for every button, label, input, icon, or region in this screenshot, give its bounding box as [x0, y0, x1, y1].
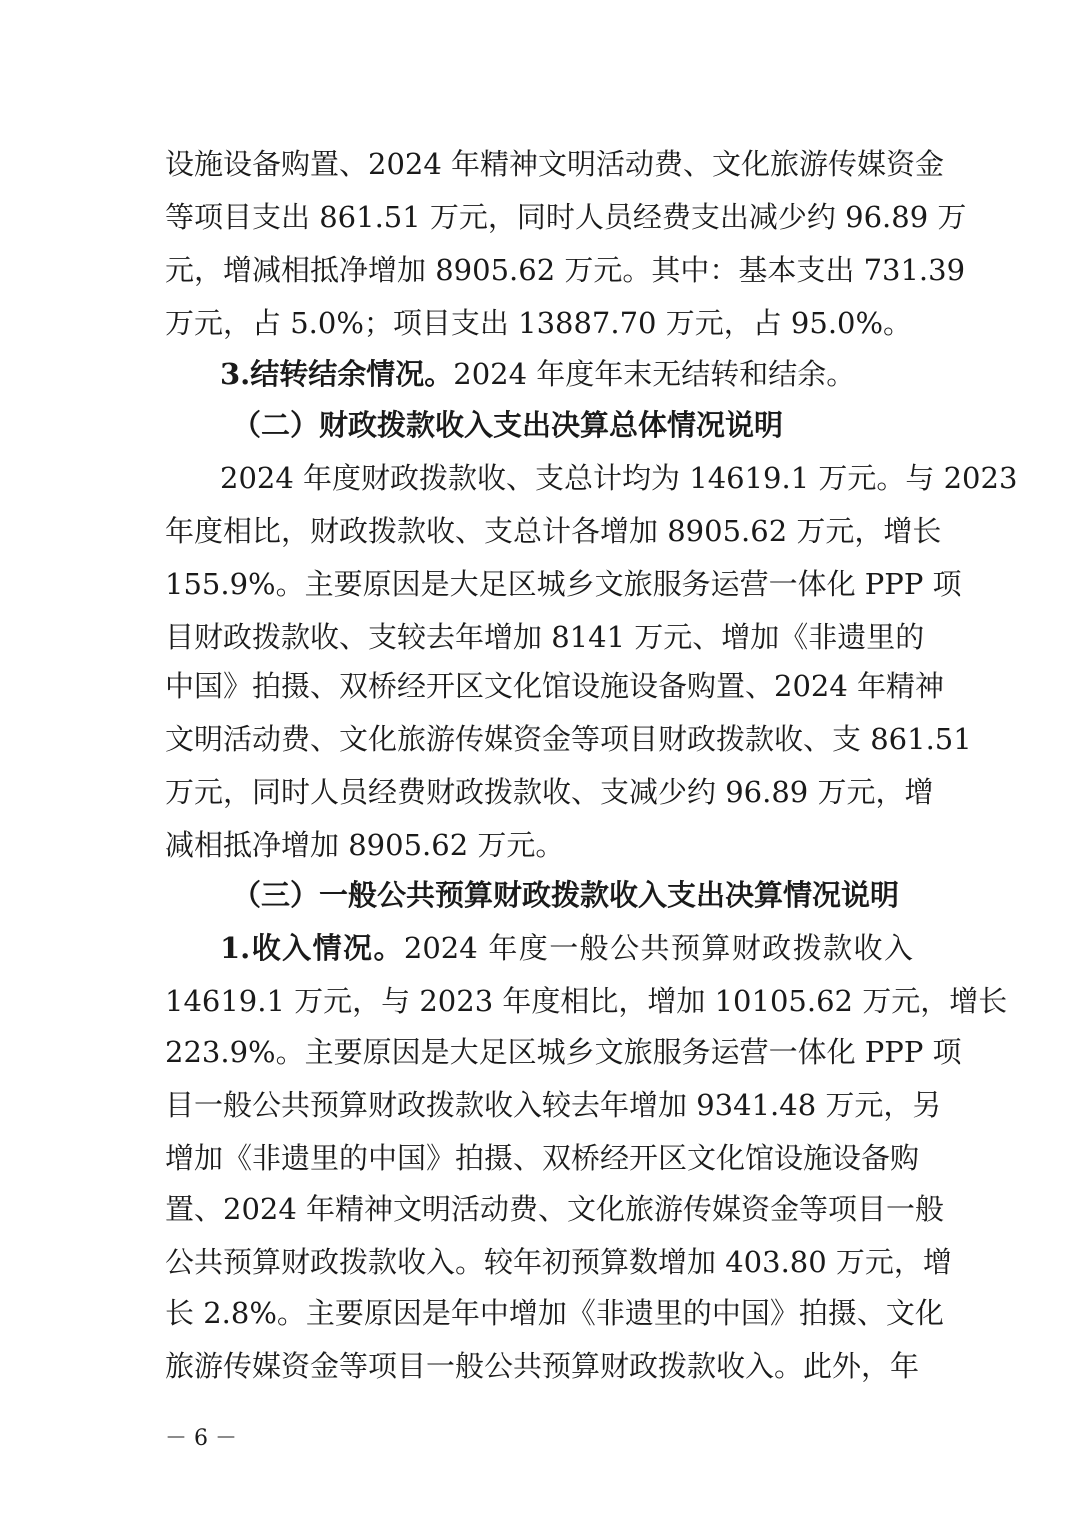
- paragraph-line: 旅游传媒资金等项目一般公共预算财政拨款收入。此外，年: [165, 1349, 920, 1383]
- paragraph-line: 万元，占 5.0%；项目支出 13887.70 万元，占 95.0%。: [165, 306, 913, 340]
- page-number: － 6 －: [165, 1426, 237, 1451]
- paragraph-line: 目财政拨款收、支较去年增加 8141 万元、增加《非遗里的: [165, 620, 925, 654]
- paragraph-line: 元，增减相抵净增加 8905.62 万元。其中：基本支出 731.39: [165, 253, 966, 287]
- section-heading-2: （二）财政拨款收入支出决算总体情况说明: [232, 408, 784, 442]
- paragraph-line: 中国》拍摄、双桥经开区文化馆设施设备购置、2024 年精神: [165, 669, 945, 703]
- paragraph-line: 设施设备购置、2024 年精神文明活动费、文化旅游传媒资金: [165, 147, 945, 181]
- paragraph-line: 155.9%。主要原因是大足区城乡文旅服务运营一体化 PPP 项: [165, 567, 962, 601]
- paragraph-line: 万元，同时人员经费财政拨款收、支减少约 96.89 万元，增: [165, 775, 934, 809]
- item-3-text: 2024 年度年末无结转和结余。: [453, 357, 856, 391]
- item-3-label: 3.结转结余情况。: [220, 357, 454, 391]
- item-3-paragraph: [220, 354, 913, 394]
- item-1-text: 2024 年度一般公共预算财政拨款收入: [403, 931, 913, 965]
- paragraph-line: 增加《非遗里的中国》拍摄、双桥经开区文化馆设施设备购: [165, 1141, 920, 1175]
- paragraph-line: 减相抵净增加 8905.62 万元。: [165, 828, 565, 862]
- paragraph-line: 2024 年度财政拨款收、支总计均为 14619.1 万元。与 2023: [220, 461, 1018, 495]
- paragraph-line: 年度相比，财政拨款收、支总计各增加 8905.62 万元，增长: [165, 514, 942, 548]
- paragraph-line: 14619.1 万元，与 2023 年度相比，增加 10105.62 万元，增长: [165, 984, 1008, 1018]
- section-heading-3: （三）一般公共预算财政拨款收入支出决算情况说明: [232, 878, 900, 912]
- paragraph-line: 目一般公共预算财政拨款收入较去年增加 9341.48 万元，另: [165, 1088, 942, 1122]
- item-1-label: 1.收入情况。: [220, 931, 404, 965]
- paragraph-line: 等项目支出 861.51 万元，同时人员经费支出减少约 96.89 万: [165, 200, 967, 234]
- paragraph-line: 公共预算财政拨款收入。较年初预算数增加 403.80 万元，增: [165, 1245, 952, 1279]
- paragraph-line: 223.9%。主要原因是大足区城乡文旅服务运营一体化 PPP 项: [165, 1035, 962, 1069]
- paragraph-line: 文明活动费、文化旅游传媒资金等项目财政拨款收、支 861.51: [165, 722, 972, 756]
- paragraph-line: 长 2.8%。主要原因是年中增加《非遗里的中国》拍摄、文化: [165, 1296, 944, 1330]
- paragraph-line: 置、2024 年精神文明活动费、文化旅游传媒资金等项目一般: [165, 1192, 945, 1226]
- item-1-paragraph: [220, 928, 913, 968]
